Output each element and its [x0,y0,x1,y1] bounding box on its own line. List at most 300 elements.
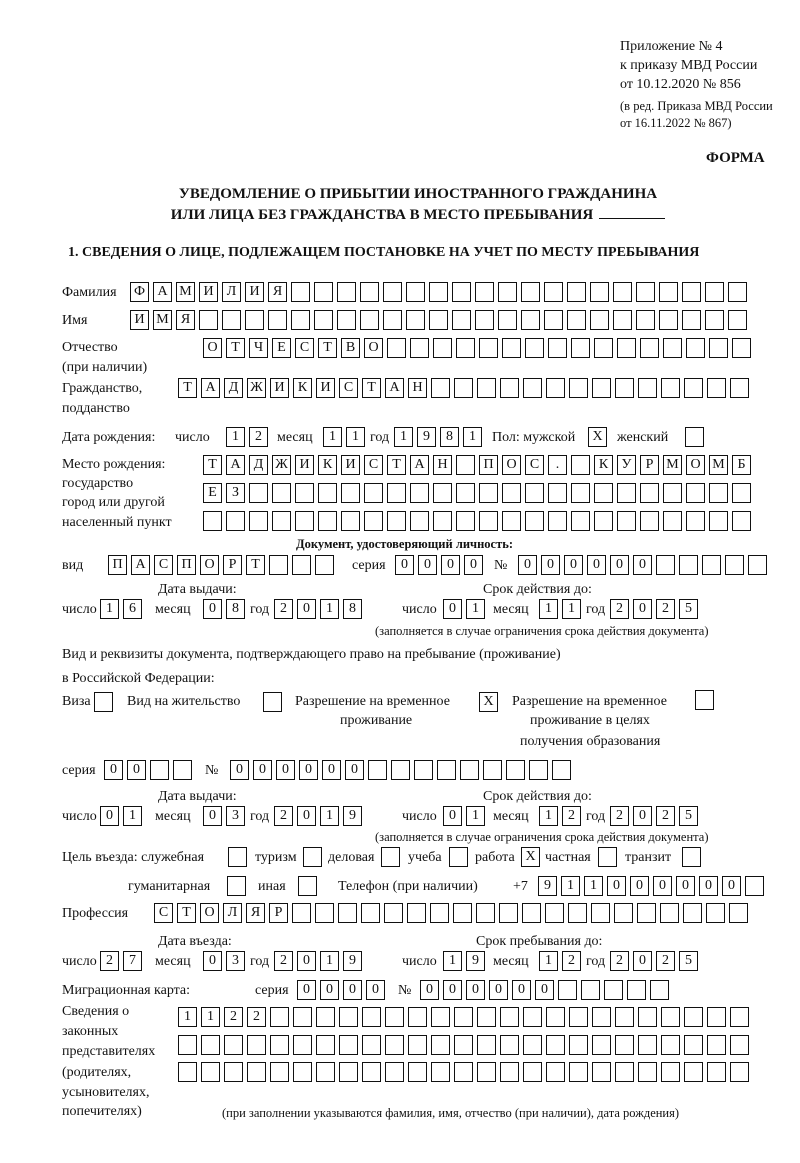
char-box[interactable] [732,338,751,358]
stay-day-field[interactable] [443,951,485,971]
char-box[interactable] [686,483,705,503]
char-box[interactable] [224,1062,243,1082]
stay-issue-day-field[interactable] [100,806,142,826]
char-box[interactable] [293,1007,312,1027]
char-box[interactable] [615,378,634,398]
issue-year-field[interactable] [274,599,362,619]
name-field[interactable] [130,310,747,330]
char-box[interactable] [545,903,564,923]
char-box[interactable]: 2 [247,1007,266,1027]
char-box[interactable]: 0 [230,760,249,780]
char-box[interactable] [227,876,246,896]
char-box[interactable] [314,282,333,302]
char-box[interactable] [617,511,636,531]
char-box[interactable] [571,338,590,358]
char-box[interactable]: 1 [320,599,339,619]
char-box[interactable] [640,483,659,503]
char-box[interactable] [384,903,403,923]
char-box[interactable]: Ж [247,378,266,398]
char-box[interactable] [178,1035,197,1055]
char-box[interactable]: 0 [610,555,629,575]
char-box[interactable]: 0 [633,806,652,826]
char-box[interactable] [640,511,659,531]
char-box[interactable] [661,1062,680,1082]
sex-female-checkbox[interactable] [685,427,704,447]
char-box[interactable]: И [341,455,360,475]
char-box[interactable]: 2 [656,599,675,619]
char-box[interactable]: К [594,455,613,475]
char-box[interactable]: 0 [297,599,316,619]
char-box[interactable] [199,310,218,330]
char-box[interactable]: 0 [443,806,462,826]
char-box[interactable]: 1 [561,876,580,896]
char-box[interactable] [406,310,425,330]
char-box[interactable] [598,847,617,867]
char-box[interactable]: Н [408,378,427,398]
char-box[interactable]: С [154,555,173,575]
char-box[interactable] [454,1035,473,1055]
citizenship-field[interactable] [178,378,749,398]
char-box[interactable]: Т [178,378,197,398]
char-box[interactable] [431,378,450,398]
char-box[interactable] [499,903,518,923]
char-box[interactable] [475,310,494,330]
char-box[interactable]: Т [203,455,222,475]
char-box[interactable]: 0 [299,760,318,780]
char-box[interactable]: 2 [224,1007,243,1027]
char-box[interactable] [381,847,400,867]
char-box[interactable]: Я [176,310,195,330]
char-box[interactable] [748,555,767,575]
char-box[interactable]: 9 [417,427,436,447]
stay-valid-day-field[interactable] [443,806,485,826]
char-box[interactable] [663,338,682,358]
char-box[interactable]: 9 [538,876,557,896]
char-box[interactable]: 9 [466,951,485,971]
char-box[interactable] [581,980,600,1000]
char-box[interactable]: 8 [440,427,459,447]
char-box[interactable] [456,455,475,475]
char-box[interactable]: Е [272,338,291,358]
char-box[interactable] [732,511,751,531]
char-box[interactable] [454,378,473,398]
char-box[interactable] [500,1062,519,1082]
char-box[interactable] [682,310,701,330]
char-box[interactable]: М [663,455,682,475]
char-box[interactable] [684,1035,703,1055]
char-box[interactable]: 8 [343,599,362,619]
char-box[interactable] [682,282,701,302]
char-box[interactable] [385,1062,404,1082]
char-box[interactable]: М [709,455,728,475]
char-box[interactable] [433,483,452,503]
char-box[interactable] [449,847,468,867]
char-box[interactable] [429,282,448,302]
char-box[interactable] [506,760,525,780]
char-box[interactable]: 1 [463,427,482,447]
char-box[interactable]: 0 [633,951,652,971]
phone-field[interactable] [538,876,764,896]
char-box[interactable]: 7 [123,951,142,971]
char-box[interactable]: 2 [656,806,675,826]
stay-series-field[interactable] [104,760,192,780]
char-box[interactable]: Л [223,903,242,923]
char-box[interactable] [247,1035,266,1055]
char-box[interactable] [406,282,425,302]
char-box[interactable] [592,378,611,398]
char-box[interactable] [431,1035,450,1055]
char-box[interactable] [661,1007,680,1027]
char-box[interactable]: 2 [656,951,675,971]
valid-month-field[interactable] [539,599,581,619]
char-box[interactable]: Т [177,903,196,923]
char-box[interactable]: 1 [584,876,603,896]
char-box[interactable]: 0 [443,980,462,1000]
purpose-study-checkbox[interactable] [449,847,468,867]
char-box[interactable]: Б [732,455,751,475]
migration-series-field[interactable] [297,980,385,1000]
char-box[interactable] [638,1035,657,1055]
birth-year-field[interactable] [394,427,482,447]
char-box[interactable]: 2 [562,806,581,826]
char-box[interactable] [729,903,748,923]
char-box[interactable] [498,282,517,302]
entry-month-field[interactable] [203,951,245,971]
char-box[interactable] [707,1007,726,1027]
char-box[interactable]: 5 [679,806,698,826]
char-box[interactable]: Е [203,483,222,503]
char-box[interactable] [339,1035,358,1055]
char-box[interactable] [414,760,433,780]
char-box[interactable] [745,876,764,896]
entry-year-field[interactable] [274,951,362,971]
char-box[interactable] [245,310,264,330]
char-box[interactable]: А [226,455,245,475]
char-box[interactable] [318,511,337,531]
char-box[interactable] [659,282,678,302]
char-box[interactable] [385,1035,404,1055]
char-box[interactable]: 0 [395,555,414,575]
char-box[interactable] [477,1035,496,1055]
char-box[interactable] [617,338,636,358]
char-box[interactable]: 0 [297,980,316,1000]
char-box[interactable]: 1 [320,951,339,971]
char-box[interactable] [249,483,268,503]
char-box[interactable] [546,1062,565,1082]
char-box[interactable] [408,1007,427,1027]
char-box[interactable] [546,378,565,398]
char-box[interactable]: 2 [274,951,293,971]
sex-male-checkbox[interactable] [588,427,607,447]
char-box[interactable]: 0 [630,876,649,896]
char-box[interactable] [659,310,678,330]
char-box[interactable] [544,310,563,330]
char-box[interactable] [362,1007,381,1027]
char-box[interactable]: П [479,455,498,475]
char-box[interactable]: И [245,282,264,302]
char-box[interactable] [387,483,406,503]
char-box[interactable] [270,1035,289,1055]
char-box[interactable]: Т [318,338,337,358]
char-box[interactable] [706,903,725,923]
char-box[interactable] [431,1062,450,1082]
char-box[interactable]: 2 [274,599,293,619]
birth-day-field[interactable] [226,427,268,447]
char-box[interactable] [730,1035,749,1055]
char-box[interactable] [686,511,705,531]
char-box[interactable] [627,980,646,1000]
char-box[interactable] [298,876,317,896]
char-box[interactable] [383,310,402,330]
char-box[interactable] [569,1035,588,1055]
char-box[interactable]: И [295,455,314,475]
char-box[interactable] [521,282,540,302]
char-box[interactable] [523,378,542,398]
char-box[interactable] [315,555,334,575]
char-box[interactable] [429,310,448,330]
char-box[interactable] [433,338,452,358]
char-box[interactable]: М [153,310,172,330]
char-box[interactable] [498,310,517,330]
char-box[interactable]: 0 [253,760,272,780]
purpose-tourism-checkbox[interactable] [303,847,322,867]
char-box[interactable] [337,310,356,330]
purpose-other-checkbox[interactable] [298,876,317,896]
char-box[interactable] [452,310,471,330]
char-box[interactable]: С [339,378,358,398]
char-box[interactable] [361,903,380,923]
char-box[interactable] [705,310,724,330]
char-box[interactable] [341,483,360,503]
char-box[interactable] [362,1035,381,1055]
patronymic-field[interactable] [203,338,751,358]
doc-number-field[interactable] [518,555,767,575]
char-box[interactable] [291,282,310,302]
char-box[interactable]: 2 [610,599,629,619]
char-box[interactable] [339,1007,358,1027]
char-box[interactable] [569,378,588,398]
char-box[interactable] [407,903,426,923]
char-box[interactable] [408,1062,427,1082]
char-box[interactable] [546,1007,565,1027]
char-box[interactable]: С [364,455,383,475]
char-box[interactable] [615,1062,634,1082]
char-box[interactable] [638,1007,657,1027]
temp-edu-checkbox[interactable] [695,690,714,710]
char-box[interactable] [594,483,613,503]
char-box[interactable] [431,1007,450,1027]
char-box[interactable]: А [385,378,404,398]
char-box[interactable]: Л [222,282,241,302]
char-box[interactable] [477,1007,496,1027]
char-box[interactable] [272,511,291,531]
char-box[interactable] [150,760,169,780]
char-box[interactable] [338,903,357,923]
char-box[interactable]: 0 [297,951,316,971]
char-box[interactable]: С [525,455,544,475]
char-box[interactable] [477,378,496,398]
representatives-row-2[interactable] [178,1035,749,1055]
char-box[interactable] [707,1062,726,1082]
char-box[interactable] [656,555,675,575]
char-box[interactable]: 0 [441,555,460,575]
char-box[interactable]: И [316,378,335,398]
char-box[interactable] [201,1062,220,1082]
char-box[interactable]: 0 [653,876,672,896]
char-box[interactable]: 1 [539,599,558,619]
char-box[interactable]: X [521,847,540,867]
char-box[interactable] [502,511,521,531]
char-box[interactable] [725,555,744,575]
char-box[interactable]: А [410,455,429,475]
char-box[interactable] [660,903,679,923]
char-box[interactable] [686,338,705,358]
char-box[interactable] [453,903,472,923]
char-box[interactable] [594,338,613,358]
char-box[interactable]: 0 [443,599,462,619]
representatives-row-1[interactable] [178,1007,749,1027]
char-box[interactable]: 1 [539,806,558,826]
char-box[interactable] [502,338,521,358]
char-box[interactable] [303,847,322,867]
char-box[interactable] [454,1062,473,1082]
char-box[interactable] [385,1007,404,1027]
char-box[interactable] [456,511,475,531]
char-box[interactable]: З [226,483,245,503]
char-box[interactable]: 0 [607,876,626,896]
char-box[interactable]: 0 [322,760,341,780]
char-box[interactable] [452,282,471,302]
char-box[interactable]: Р [223,555,242,575]
char-box[interactable] [548,483,567,503]
char-box[interactable]: 3 [226,951,245,971]
char-box[interactable] [523,1035,542,1055]
char-box[interactable] [430,903,449,923]
char-box[interactable] [316,1035,335,1055]
char-box[interactable] [222,310,241,330]
char-box[interactable]: 1 [123,806,142,826]
char-box[interactable]: X [588,427,607,447]
char-box[interactable] [709,338,728,358]
char-box[interactable]: 0 [587,555,606,575]
char-box[interactable] [548,338,567,358]
char-box[interactable] [500,378,519,398]
char-box[interactable] [483,760,502,780]
char-box[interactable] [546,1035,565,1055]
char-box[interactable]: 0 [699,876,718,896]
stay-valid-year-field[interactable] [610,806,698,826]
char-box[interactable] [558,980,577,1000]
char-box[interactable] [685,427,704,447]
char-box[interactable]: 1 [466,806,485,826]
char-box[interactable] [523,1007,542,1027]
char-box[interactable]: 5 [679,951,698,971]
char-box[interactable] [617,483,636,503]
char-box[interactable] [567,282,586,302]
char-box[interactable]: 2 [274,806,293,826]
char-box[interactable]: П [108,555,127,575]
purpose-business-checkbox[interactable] [381,847,400,867]
entry-day-field[interactable] [100,951,142,971]
char-box[interactable] [314,310,333,330]
char-box[interactable] [268,310,287,330]
char-box[interactable]: Н [433,455,452,475]
char-box[interactable]: К [318,455,337,475]
char-box[interactable] [592,1062,611,1082]
valid-year-field[interactable] [610,599,698,619]
char-box[interactable]: 0 [297,806,316,826]
char-box[interactable] [709,483,728,503]
char-box[interactable]: 1 [539,951,558,971]
char-box[interactable]: М [176,282,195,302]
char-box[interactable]: Р [640,455,659,475]
char-box[interactable] [705,282,724,302]
char-box[interactable] [682,847,701,867]
char-box[interactable] [316,1062,335,1082]
char-box[interactable] [410,511,429,531]
char-box[interactable]: О [203,338,222,358]
char-box[interactable]: 1 [466,599,485,619]
char-box[interactable] [475,282,494,302]
char-box[interactable] [709,511,728,531]
char-box[interactable] [500,1035,519,1055]
char-box[interactable] [567,310,586,330]
char-box[interactable] [615,1035,634,1055]
char-box[interactable] [679,555,698,575]
char-box[interactable]: 1 [226,427,245,447]
char-box[interactable] [728,310,747,330]
stay-year-field[interactable] [610,951,698,971]
char-box[interactable] [638,378,657,398]
char-box[interactable]: 0 [343,980,362,1000]
stay-month-field[interactable] [539,951,581,971]
char-box[interactable]: 8 [226,599,245,619]
char-box[interactable]: 0 [104,760,123,780]
char-box[interactable] [391,760,410,780]
char-box[interactable]: Я [268,282,287,302]
char-box[interactable] [525,338,544,358]
char-box[interactable] [591,903,610,923]
surname-field[interactable] [130,282,747,302]
char-box[interactable] [315,903,334,923]
char-box[interactable]: С [154,903,173,923]
char-box[interactable] [522,903,541,923]
char-box[interactable]: 9 [343,806,362,826]
char-box[interactable]: И [199,282,218,302]
char-box[interactable] [571,511,590,531]
char-box[interactable]: 0 [722,876,741,896]
char-box[interactable] [592,1035,611,1055]
purpose-work-checkbox[interactable] [521,847,540,867]
char-box[interactable]: Т [362,378,381,398]
char-box[interactable] [295,511,314,531]
char-box[interactable]: 0 [203,599,222,619]
char-box[interactable] [569,1062,588,1082]
char-box[interactable]: 9 [343,951,362,971]
char-box[interactable]: 0 [535,980,554,1000]
char-box[interactable]: 1 [320,806,339,826]
char-box[interactable] [707,1035,726,1055]
char-box[interactable]: А [201,378,220,398]
char-box[interactable] [521,310,540,330]
char-box[interactable] [661,378,680,398]
char-box[interactable] [410,338,429,358]
migration-number-field[interactable] [420,980,669,1000]
char-box[interactable] [228,847,247,867]
char-box[interactable] [410,483,429,503]
char-box[interactable] [341,511,360,531]
char-box[interactable]: 0 [366,980,385,1000]
